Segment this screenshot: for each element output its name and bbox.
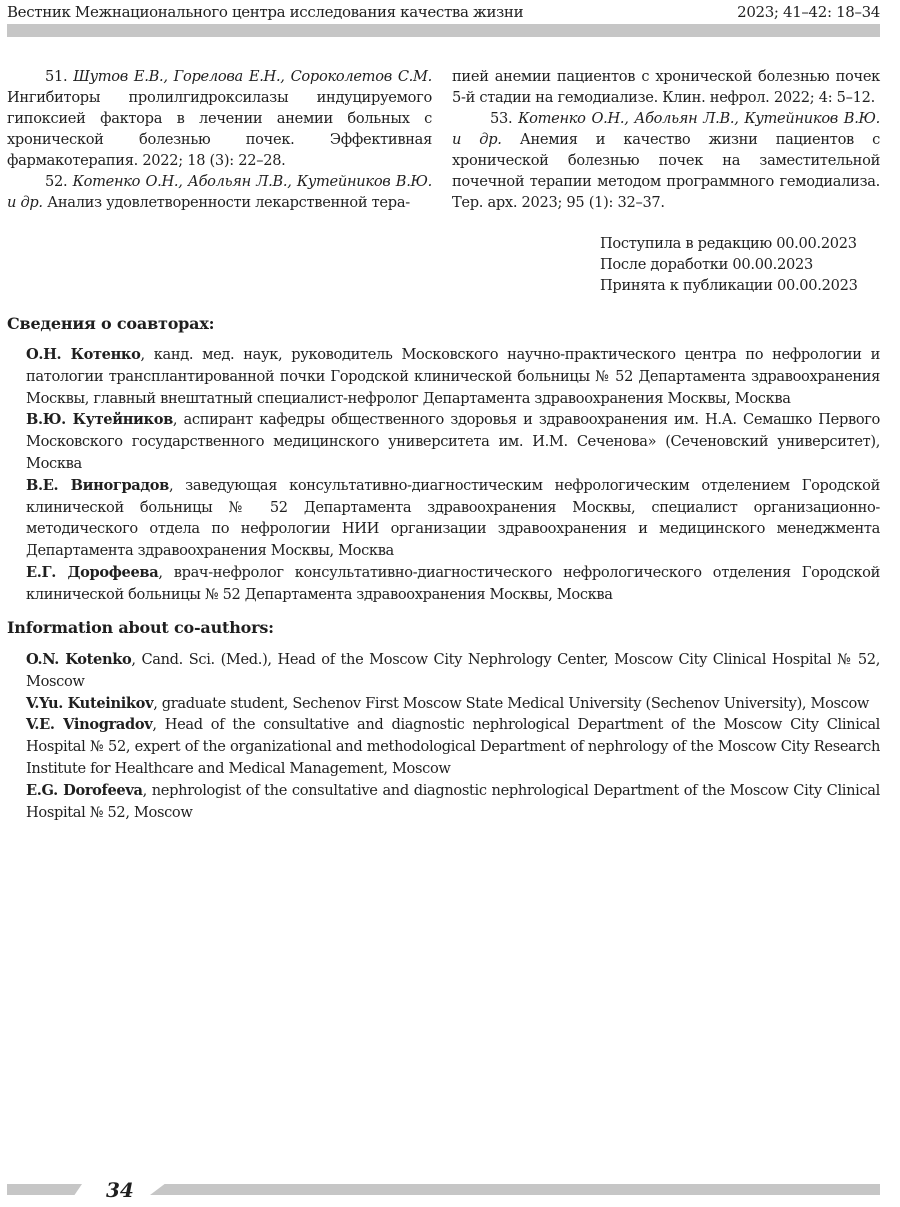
- coauthors-ru-list: [26, 344, 880, 606]
- coauthor-details: , Head of the consultative and diagnostic nephrological Department of the Moscow City Clinical Hospital № 52, expert of the organizational and methodological Department of nephrology of the Moscow City Research Institute for Healthcare and Medical Management, Moscow: [26, 716, 881, 777]
- coauthors-ru-heading: Сведения о соавторах:: [7, 314, 215, 333]
- reference-51: [7, 66, 432, 171]
- reference-52-continuation: пией анемии пациентов с хронической болезнью почек 5-й стадии на гемодиализе. Клин. нефрол. 2022; 4: 5–12.: [452, 68, 880, 106]
- coauthor-details: , Cand. Sci. (Med.), Head of the Moscow City Nephrology Center, Moscow City Clinical Hospital № 52, Moscow: [26, 651, 880, 690]
- coauthor-entry: [26, 409, 880, 474]
- submission-dates: [600, 233, 858, 296]
- coauthor-name: V.E. Vinogradov: [26, 716, 153, 734]
- journal-title: Вестник Межнационального центра исследования качества жизни: [7, 3, 524, 21]
- coauthor-entry: [26, 780, 880, 824]
- reference-text: Анализ удовлетворенности лекарственной тера-: [42, 194, 410, 211]
- footer-bar-left: [7, 1184, 82, 1195]
- coauthor-name: В.Ю. Кутейников: [26, 411, 173, 429]
- reference-authors: Шутов Е.В., Горелова Е.Н., Сороколетов С.М.: [73, 68, 433, 85]
- footer-bar-right: [150, 1184, 880, 1195]
- reference-52: [7, 171, 432, 213]
- coauthor-entry: [26, 693, 880, 715]
- date-received: Поступила в редакцию 00.00.2023: [600, 235, 857, 252]
- coauthor-entry: [26, 475, 880, 562]
- coauthor-entry: [26, 344, 880, 409]
- coauthors-en-list: [26, 649, 880, 823]
- coauthor-name: O.N. Kotenko: [26, 651, 132, 668]
- reference-number: 52.: [45, 173, 68, 190]
- coauthor-entry: [26, 714, 880, 779]
- coauthor-entry: [26, 649, 880, 693]
- coauthor-details: , врач-нефролог консультативно-диагностического нефрологического отделения Городской клинической больницы № 52 Департамента здравоохранения Москвы, Москва: [26, 563, 880, 603]
- coauthor-details: , заведующая консультативно-диагностическим нефрологическим отделением Городской клинической больницы № 52 Департамента здравоохранения Москвы, специалист организационно-методического отдела по нефрологии НИИ организации здравоохранения и медицинского менеджмента Департамента здравоохранения Москвы, Москва: [26, 476, 880, 560]
- references-column-right: [452, 66, 880, 213]
- date-revised: После доработки 00.00.2023: [600, 256, 813, 273]
- issue-info: 2023; 41–42: 18–34: [737, 3, 880, 21]
- reference-53: [452, 108, 880, 213]
- reference-authors: Котенко О.Н., Абольян Л.В., Кутейников В.Ю. и др.: [7, 173, 432, 211]
- coauthor-details: , nephrologist of the consultative and diagnostic nephrological Department of the Moscow City Clinical Hospital № 52, Moscow: [26, 781, 880, 821]
- coauthors-en-heading: Information about co-authors:: [7, 618, 274, 637]
- coauthor-details: , graduate student, Sechenov First Moscow State Medical University (Sechenov University), Moscow: [153, 694, 870, 712]
- references-column-left: [7, 66, 432, 213]
- coauthor-name: Е.Г. Дорофеева: [26, 563, 159, 581]
- reference-authors: Котенко О.Н., Абольян Л.В., Кутейников В.Ю. и др.: [452, 110, 880, 148]
- coauthor-name: О.Н. Котенко: [26, 346, 141, 363]
- coauthor-details: , аспирант кафедры общественного здоровья и здравоохранения им. Н.А. Семашко Первого Московского государственного медицинского университета им. И.М. Сеченова» (Сеченовский университет), Москва: [26, 411, 880, 472]
- coauthor-name: В.Е. Виноградов: [26, 476, 169, 494]
- page-number: 34: [106, 1178, 134, 1202]
- coauthor-entry: [26, 562, 880, 606]
- reference-text: Ингибиторы пролилгидроксилазы индуцируемого гипоксией фактора в лечении анемии больных с хронической болезнью почек. Эффективная фармакотерапия. 2022; 18 (3): 22–28.: [7, 89, 432, 169]
- running-header: [7, 2, 880, 24]
- coauthor-details: , канд. мед. наук, руководитель Московского научно-практического центра по нефрологии и патологии трансплантированной почки Городской клинической больницы № 52 Департамента здравоохранения Москвы, главный внештатный специалист-нефролог Департамента здравоохранения Москвы, Москва: [26, 346, 880, 407]
- header-bar: [7, 24, 880, 37]
- reference-number: 53.: [490, 110, 513, 127]
- coauthor-name: V.Yu. Kuteinikov: [26, 694, 154, 712]
- date-accepted: Принята к публикации 00.00.2023: [600, 277, 858, 294]
- reference-number: 51.: [45, 68, 68, 85]
- reference-text: Анемия и качество жизни пациентов с хронической болезнью почек на заместительной почечной терапии методом программного гемодиализа. Тер. арх. 2023; 95 (1): 32–37.: [452, 131, 880, 211]
- coauthor-name: E.G. Dorofeeva: [26, 781, 143, 799]
